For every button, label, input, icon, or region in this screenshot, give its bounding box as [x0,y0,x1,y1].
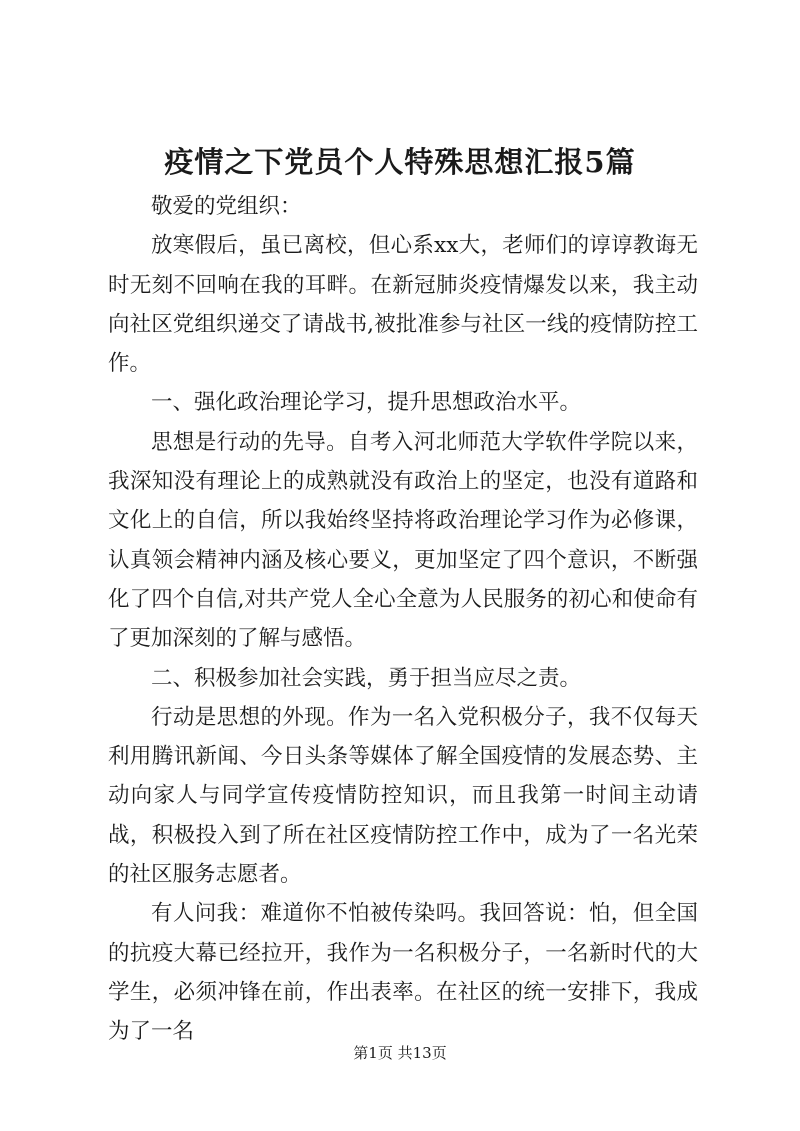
page-number-footer: 第1页 共13页 [353,1044,447,1062]
salutation: 敬爱的党组织： [151,194,302,219]
section-heading: 二、积极参加社会实践，勇于担当应尽之责。 [151,665,582,691]
document-body [108,187,698,1052]
body-paragraph: 思想是行动的先导。自考入河北师范大学软件学院以来，我深知没有理论上的成熟就没有政治上的坚定，也没有道路和文化上的自信，所以我始终坚持将政治理论学习作为必修课，认真领会精神内涵及核心要义，更加坚定了四个意识，不断强化了四个自信,对共产党人全心全意为人民服务的初心和使命有了更加深刻的了解与感悟。 [108,429,698,652]
body-paragraph: 有人问我：难道你不怕被传染吗。我回答说：怕，但全国的抗疫大幕已经拉开，我作为一名积极分子，一名新时代的大学生，必须冲锋在前，作出表率。在社区的统一安排下，我成为了一名 [108,901,698,1045]
body-paragraph: 放寒假后，虽已离校，但心系xx大，老师们的谆谆教诲无时无刻不回响在我的耳畔。在新冠肺炎疫情爆发以来，我主动向社区党组织递交了请战书,被批准参与社区一线的疫情防控工作。 [108,233,698,377]
body-paragraph: 行动是思想的外现。作为一名入党积极分子，我不仅每天利用腾讯新闻、今日头条等媒体了解全国疫情的发展态势、主动向家人与同学宣传疫情防控知识，而且我第一时间主动请战，积极投入到了所在社区疫情防控工作中，成为了一名光荣的社区服务志愿者。 [108,704,698,888]
section-heading: 一、强化政治理论学习，提升思想政治水平。 [151,390,582,416]
document-title: 疫情之下党员个人特殊思想汇报5篇 [164,145,636,179]
